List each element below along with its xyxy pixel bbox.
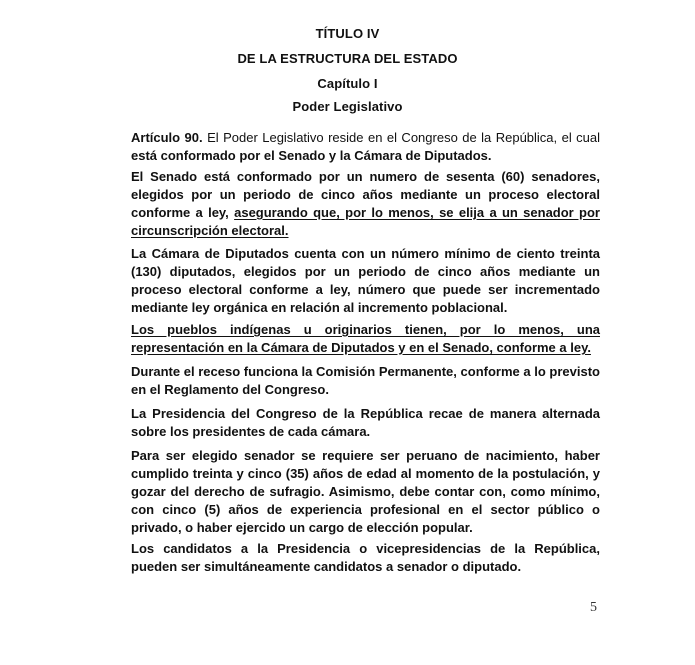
paragraph-text: Los candidatos a la Presidencia o vicepresidencias de la República, pueden ser simultáneamente candidatos a senador o diputado. (131, 541, 600, 574)
paragraph-candidatos (131, 540, 600, 576)
paragraph-underlined-text: Los pueblos indígenas u originarios tienen, por lo menos, una representación en la Cámara de Diputados y en el Senado, conforme a ley. (131, 322, 600, 355)
subtitle-heading: DE LA ESTRUCTURA DEL ESTADO (237, 51, 458, 66)
paragraph-article-90 (131, 129, 600, 165)
paragraph-text: El Poder Legislativo reside en el Congreso de la República, el cual (202, 130, 601, 145)
paragraph-text: La Presidencia del Congreso de la República recae de manera alternada sobre los presidentes de cada cámara. (131, 406, 600, 439)
section-heading: Poder Legislativo (292, 99, 403, 114)
paragraph-presidencia (131, 405, 600, 441)
title-heading: TÍTULO IV (315, 26, 380, 41)
paragraph-text: Durante el receso funciona la Comisión Permanente, conforme a lo previsto en el Reglamento del Congreso. (131, 364, 600, 397)
paragraph-senado (131, 168, 600, 240)
paragraph-underlined-text: asegurando que, por lo menos, se elija a un senador por circunscripción electoral. (131, 205, 600, 238)
paragraph-camara-diputados (131, 245, 600, 317)
paragraph-receso (131, 363, 600, 399)
paragraph-text-bold: está conformado por el Senado y la Cámara de Diputados. (131, 148, 492, 163)
article-label: Artículo 90. (131, 130, 203, 145)
chapter-heading: Capítulo I (317, 76, 378, 91)
paragraph-text: Para ser elegido senador se requiere ser peruano de nacimiento, haber cumplido treinta y cinco (35) años de edad al momento de la postulación, y gozar del derecho de sufragio. Asimismo, debe contar con, como mínimo, con cinco (5) años de experiencia profesional en el sector público o privado, o haber ejercido un cargo de elección popular. (131, 448, 600, 535)
paragraph-pueblos-indigenas (131, 321, 600, 357)
page-number: 5 (590, 600, 597, 615)
paragraph-text: La Cámara de Diputados cuenta con un número mínimo de ciento treinta (130) diputados, elegidos por un periodo de cinco años mediante un proceso electoral conforme a ley, número que puede ser incrementado mediante ley orgánica en relación al incremento poblacional. (131, 246, 600, 315)
paragraph-text: El Senado está conformado por un numero de sesenta (60) senadores, elegidos por un periodo de cinco años mediante un proceso electoral conforme a ley, (131, 169, 600, 220)
paragraph-requisitos-senador (131, 447, 600, 537)
